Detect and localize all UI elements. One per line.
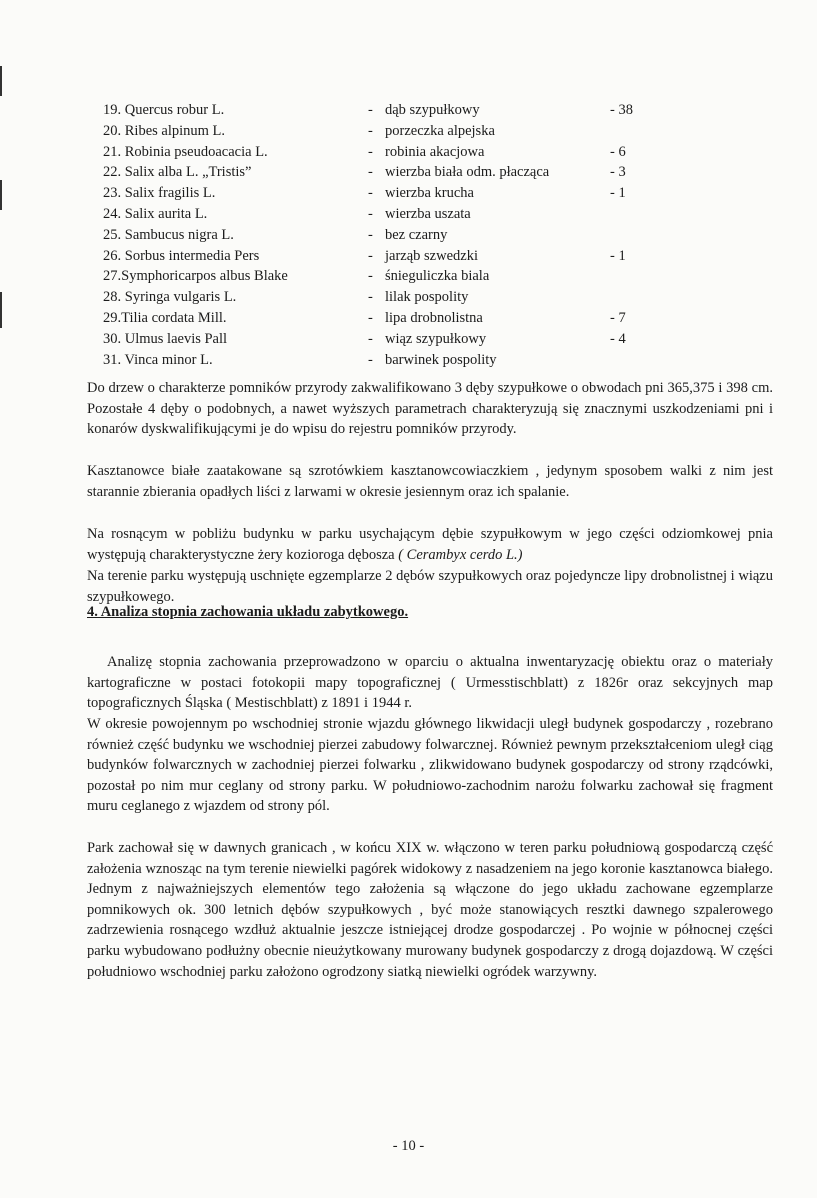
species-dash: - — [368, 268, 373, 285]
species-count: - 3 — [610, 164, 626, 181]
species-list — [0, 100, 817, 380]
species-count: - 38 — [610, 102, 633, 118]
species-polish-name: śnieguliczka biala — [385, 268, 490, 285]
species-dash: - — [368, 310, 373, 326]
page-number: - 10 - — [392, 1138, 425, 1154]
section-heading: 4. Analiza stopnia zachowania układu zabytkowego. — [87, 604, 409, 620]
species-row — [0, 287, 817, 308]
species-dash: - — [368, 122, 373, 139]
species-dash: - — [368, 226, 373, 243]
species-polish-name: lilak pospolity — [385, 289, 469, 306]
cerambyx-text: Na rosnącym w pobliżu budynku w parku usychającym dębie szypułkowym w jego części odziomkowej pnia występują charakterystyczne żery kozioroga dębosza — [87, 526, 773, 563]
species-row — [0, 204, 817, 225]
species-latin-name: 19. Quercus robur L. — [103, 102, 225, 118]
species-latin-name: 28. Syringa vulgaris L. — [103, 289, 237, 306]
species-row — [0, 162, 817, 183]
species-row — [0, 142, 817, 163]
species-count: - 1 — [610, 185, 626, 202]
paragraph-park: Park zachował się w dawnych granicach , w końcu XIX w. włączono w teren parku południową gospodarczą część założenia wznosząc na tym terenie niewielki pagórek widokowy z nasadzeniem na jego koronie kasztanowca białego. Jednym z najważniejszych elementów tego założenia są włączone do jego układu zachowane egzemplarze pomnikowych ok. 300 letnich dębów szypułkowych , być może stanowiących resztki dawnego szpalerowego zadrzewienia rosnącego wzdłuż aktualnie jeszcze istniejącej drodze gospodarczej . Po wojnie w północnej części parku wybudowano podłużny obecnie nieużytkowany murowany budynek gospodarczy z drogą dojazdową. W części południowo wschodniej parku założono ogrodzony siatką niewielki ogródek warzywny. — [87, 840, 773, 980]
species-polish-name: wierzba biała odm. płacząca — [385, 164, 550, 181]
species-dash: - — [368, 351, 373, 368]
paragraph-chestnuts: Kasztanowce białe zaatakowane są szrotówkiem kasztanowcowiaczkiem , jedynym sposobem walki z nim jest starannie zbierania opadłych liści z larwami w okresie jesiennym oraz ich spalanie. — [87, 463, 773, 500]
species-dash: - — [368, 143, 373, 160]
paragraph-monuments: Do drzew o charakterze pomników przyrody zakwalifikowano 3 dęby szypułkowe o obwodach pni 365,375 i 398 cm. Pozostałe 4 dęby o podobnych, a nawet wyższych parametrach charakteryzują się znacznymi uszkodzeniami pni i konarów dyskwalifikującymi je do wpisu do rejestru pomników przyrody. — [87, 380, 773, 438]
species-count: - 1 — [610, 247, 626, 264]
species-row — [0, 121, 817, 142]
species-row — [0, 183, 817, 204]
left-scan-mark — [0, 66, 2, 96]
species-dash: - — [368, 185, 373, 202]
species-dash: - — [368, 330, 373, 347]
species-polish-name: wiąz szypułkowy — [385, 330, 487, 347]
species-row — [0, 100, 817, 121]
species-latin-name: 27.Symphoricarpos albus Blake — [103, 268, 288, 285]
species-polish-name: robinia akacjowa — [385, 143, 485, 160]
species-dash: - — [368, 206, 373, 222]
species-polish-name: wierzba uszata — [385, 206, 471, 222]
species-dash: - — [368, 289, 373, 306]
species-latin-name: 26. Sorbus intermedia Pers — [103, 247, 260, 264]
species-count: - 6 — [610, 143, 626, 160]
species-latin-name: 29.Tilia cordata Mill. — [103, 310, 227, 326]
species-polish-name: jarząb szwedzki — [385, 247, 478, 264]
species-polish-name: porzeczka alpejska — [385, 122, 495, 139]
species-latin-name: 22. Salix alba L. „Tristis” — [103, 164, 252, 181]
species-polish-name: lipa drobnolistna — [385, 310, 483, 326]
paragraph-cerambyx — [87, 524, 773, 565]
species-count: - 4 — [610, 330, 626, 347]
species-dash: - — [368, 102, 373, 118]
paragraph-dead-trees: Na terenie parku występują uschnięte egzemplarze 2 dębów szypułkowych oraz pojedyncze lipy drobnolistnej i wiązu szypułkowego. — [87, 568, 773, 605]
species-polish-name: dąb szypułkowy — [385, 102, 480, 118]
species-latin-name: 23. Salix fragilis L. — [103, 185, 216, 202]
species-dash: - — [368, 247, 373, 264]
species-row — [0, 350, 817, 371]
species-latin-name: 24. Salix aurita L. — [103, 206, 208, 222]
species-row — [0, 246, 817, 267]
species-latin-name: 25. Sambucus nigra L. — [103, 226, 234, 243]
species-row — [0, 308, 817, 329]
species-row — [0, 329, 817, 350]
species-polish-name: bez czarny — [385, 226, 448, 243]
species-row — [0, 266, 817, 287]
paragraph-analysis: Analizę stopnia zachowania przeprowadzono w oparciu o aktualna inwentaryzację obiektu oraz o materiały kartograficzne w postaci fotokopii mapy topograficznej ( Urmesstischblatt) z 1826r oraz sekcyjnych map topograficznych Śląska ( Mestischblatt) z 1891 i 1944 r. — [87, 654, 773, 712]
species-polish-name: barwinek pospolity — [385, 351, 497, 368]
cerambyx-latin: ( Cerambyx cerdo L.) — [398, 546, 523, 563]
species-row — [0, 225, 817, 246]
species-dash: - — [368, 164, 373, 181]
paragraph-postwar: W okresie powojennym po wschodniej stronie wjazdu głównego likwidacji uległ budynek gospodarczy , rozebrano również część budynku we wschodniej pierzei zabudowy folwarcznej. Również pewnym przekształceniom uległ ciąg budynków folwarcznych w zachodniej pierzei folwarku , zlikwidowano budynek gospodarczy od strony rządcówki, pozostał po nim mur ceglany od strony parku. W południowo-zachodnim narożu folwarku zachował się fragment muru ceglanego z wjazdem od strony pól. — [87, 716, 773, 815]
species-latin-name: 21. Robinia pseudoacacia L. — [103, 143, 268, 160]
species-latin-name: 20. Ribes alpinum L. — [103, 122, 226, 139]
species-latin-name: 31. Vinca minor L. — [103, 351, 213, 368]
species-count: - 7 — [610, 310, 626, 326]
species-latin-name: 30. Ulmus laevis Pall — [103, 330, 228, 347]
species-polish-name: wierzba krucha — [385, 185, 474, 202]
